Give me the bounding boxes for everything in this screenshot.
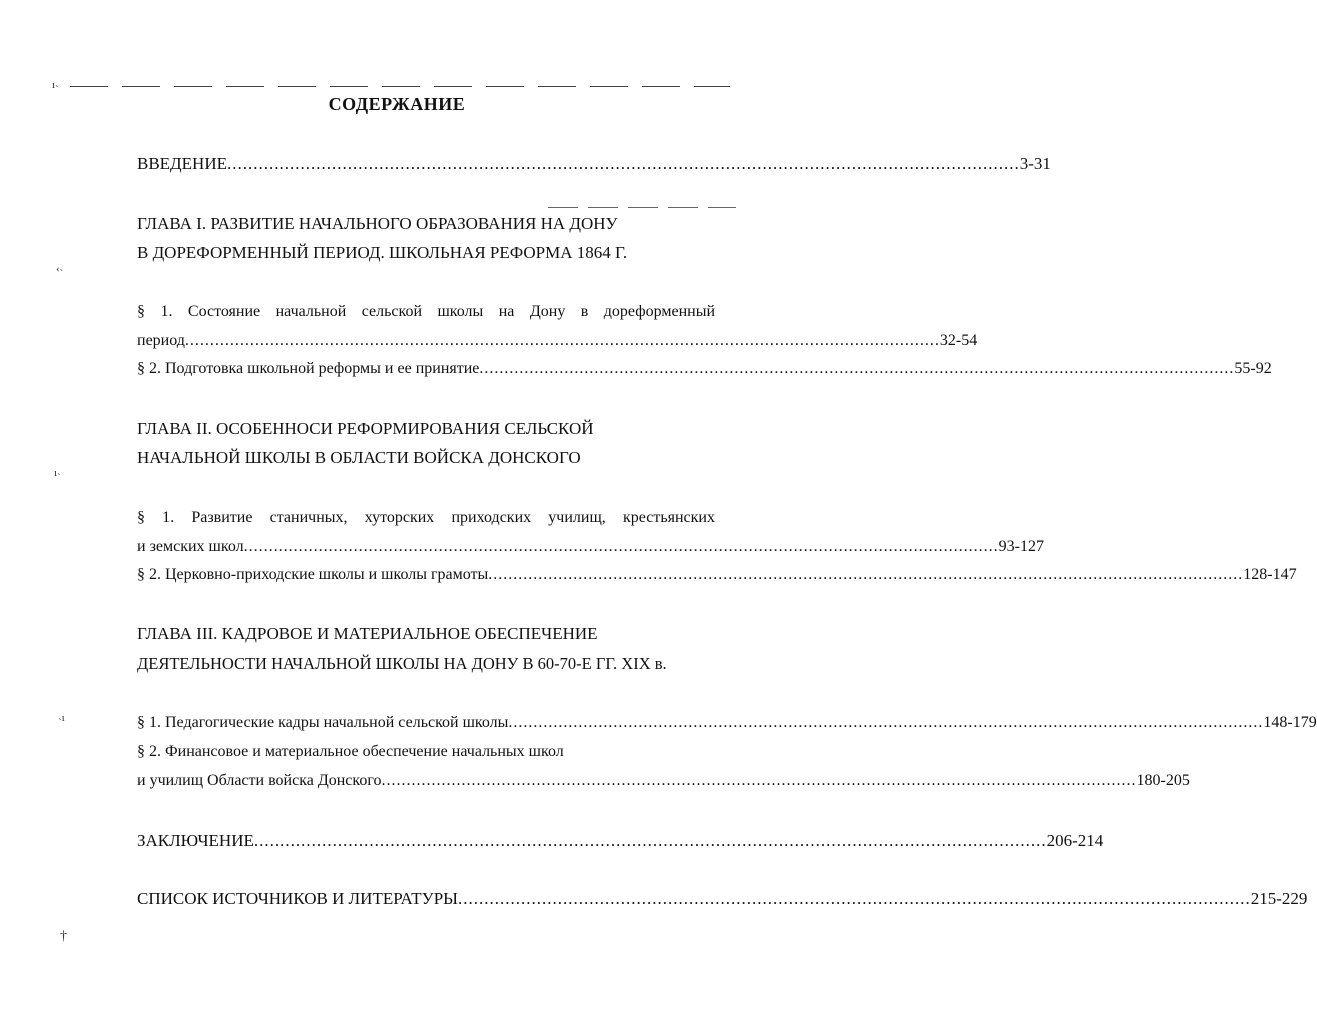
toc-section-entry — [137, 359, 1272, 379]
toc-entry-pages: 128-147 — [1243, 566, 1297, 583]
toc-leader-dots: ....................................................................................................................................................... — [479, 360, 1235, 377]
toc-entry-label: § 2. Подготовка школьной реформы и ее принятие — [137, 360, 480, 377]
toc-entry-label: и земских школ — [137, 538, 244, 555]
chapter-heading: ГЛАВА II. ОСОБЕННОСИ РЕФОРМИРОВАНИЯ СЕЛЬСКОЙ — [137, 419, 594, 438]
toc-section-line: § 1. Развитие станичных, хуторских приходских училищ, крестьянских — [137, 509, 715, 526]
chapter-heading: ДЕЯТЕЛЬНОСТИ НАЧАЛЬНОЙ ШКОЛЫ НА ДОНУ В 60-70-Е ГГ. XIX в. — [137, 654, 667, 673]
toc-entry-pages: 206-214 — [1046, 831, 1104, 850]
toc-leader-dots: ....................................................................................................................................................... — [381, 772, 1137, 789]
scan-artifact-mark: ı˴ — [54, 467, 61, 479]
scan-artifact-line — [70, 86, 730, 87]
toc-leader-dots: ....................................................................................................................................................... — [488, 566, 1244, 583]
toc-entry-label: § 1. Педагогические кадры начальной сельской школы — [137, 714, 509, 731]
toc-entry-pages: 55-92 — [1234, 360, 1272, 377]
chapter-heading: НАЧАЛЬНОЙ ШКОЛЫ В ОБЛАСТИ ВОЙСКА ДОНСКОГО — [137, 448, 581, 467]
toc-entry-label: § 2. Церковно-приходские школы и школы грамоты — [137, 566, 489, 583]
toc-entry-label: период — [137, 332, 185, 349]
toc-section-entry — [137, 537, 1044, 557]
toc-entry-label: СПИСОК ИСТОЧНИКОВ И ЛИТЕРАТУРЫ — [137, 889, 458, 908]
scan-artifact-mark: ‹˴ — [56, 263, 64, 275]
toc-section-entry — [137, 771, 1190, 791]
toc-leader-dots: ....................................................................................................................................................... — [508, 714, 1264, 731]
toc-entry-pages: 180-205 — [1136, 772, 1190, 789]
toc-entry-pages: 32-54 — [939, 332, 978, 349]
chapter-heading: В ДОРЕФОРМЕННЫЙ ПЕРИОД. ШКОЛЬНАЯ РЕФОРМА 1864 Г. — [137, 243, 628, 262]
toc-entry-intro — [137, 154, 1051, 174]
toc-section-line: § 2. Финансовое и материальное обеспечение начальных школ — [137, 743, 564, 760]
toc-entry-sources — [137, 889, 1308, 909]
toc-leader-dots: ....................................................................................................................................................... — [184, 332, 940, 349]
toc-entry-pages: 93-127 — [998, 538, 1044, 555]
chapter-heading: ГЛАВА III. КАДРОВОЕ И МАТЕРИАЛЬНОЕ ОБЕСПЕЧЕНИЕ — [137, 624, 598, 643]
toc-leader-dots: ....................................................................................................................................................... — [457, 889, 1251, 908]
toc-section-line: § 1. Состояние начальной сельской школы на Дону в дореформенный — [137, 303, 715, 320]
toc-entry-label: и училищ Области войска Донского — [137, 772, 382, 789]
toc-leader-dots: ....................................................................................................................................................... — [253, 831, 1047, 850]
toc-section-entry — [137, 713, 1317, 733]
scan-artifact-mark: ˴ı — [58, 712, 65, 724]
toc-entry-pages: 3-31 — [1019, 154, 1051, 173]
scan-artifact-mark: † — [60, 929, 67, 944]
scan-artifact-mark: ı˴ — [52, 79, 59, 91]
toc-leader-dots: ....................................................................................................................................................... — [243, 538, 999, 555]
toc-section-entry — [137, 331, 978, 351]
toc-entry-pages: 215-229 — [1250, 889, 1308, 908]
toc-entry-pages: 148-179 — [1263, 714, 1317, 731]
chapter-heading: ГЛАВА I. РАЗВИТИЕ НАЧАЛЬНОГО ОБРАЗОВАНИЯ НА ДОНУ — [137, 214, 618, 233]
toc-entry-label: ЗАКЛЮЧЕНИЕ — [137, 831, 254, 850]
toc-entry-label: ВВЕДЕНИЕ — [137, 154, 227, 173]
toc-entry-conclusion — [137, 831, 1104, 851]
scan-artifact-line — [548, 207, 736, 208]
page-title: СОДЕРЖАНИЕ — [328, 94, 466, 114]
toc-section-entry — [137, 565, 1297, 585]
toc-leader-dots: ....................................................................................................................................................... — [226, 154, 1020, 173]
